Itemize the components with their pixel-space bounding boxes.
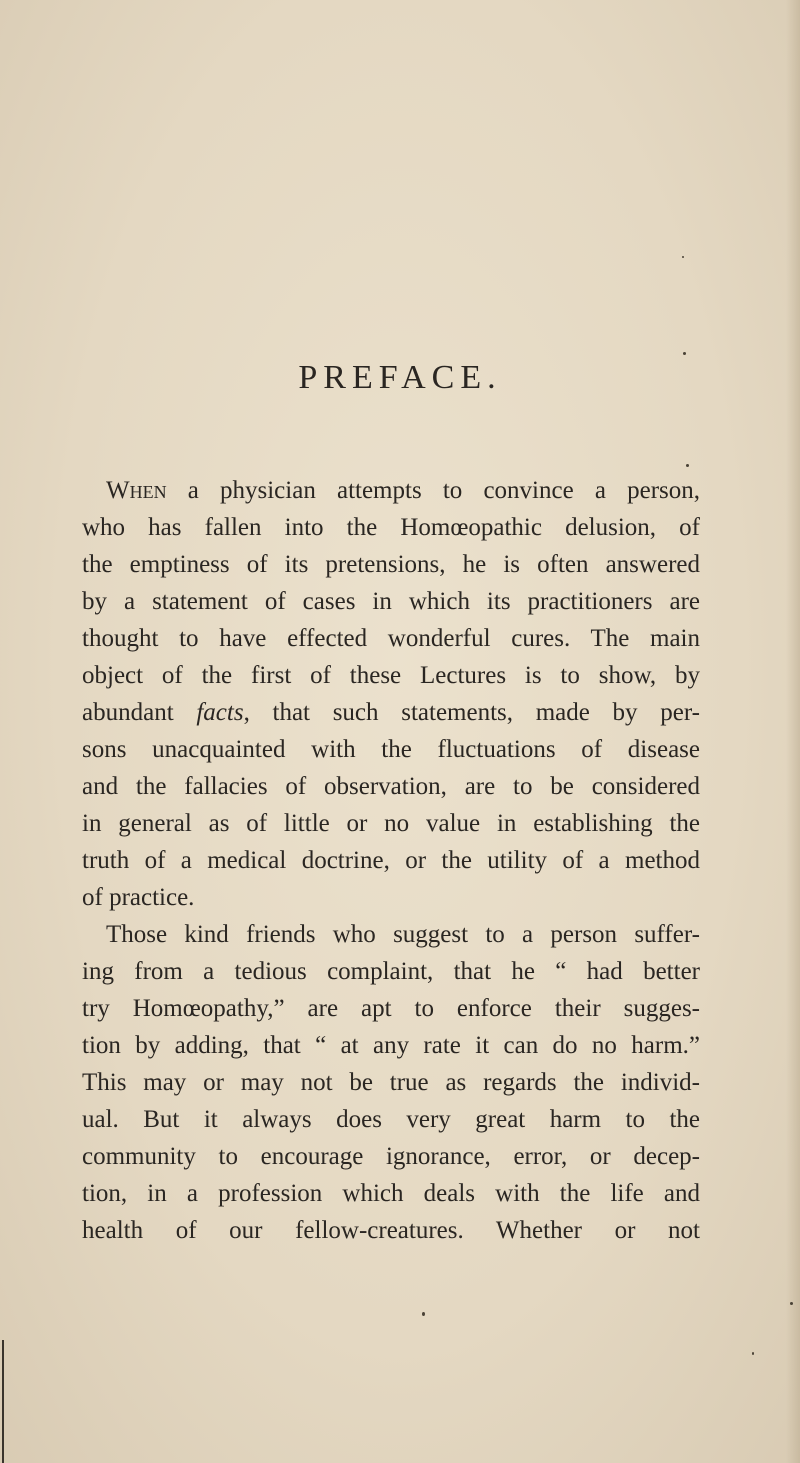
opening-word: When (106, 477, 167, 504)
paper-fleck (683, 352, 686, 355)
paper-fleck (682, 256, 684, 258)
italic-word: facts (196, 699, 244, 726)
text-segment: , that such statements, made by per- (243, 699, 700, 726)
paper-fleck (790, 1302, 793, 1305)
text-line: of practice. (82, 884, 195, 911)
text-line: tion, in a profession which deals with the life and (82, 1180, 700, 1207)
paper-fleck (422, 1312, 425, 1316)
text-line: the emptiness of its pretensions, he is often answered (82, 551, 700, 578)
text-line (82, 472, 700, 509)
text-line: community to encourage ignorance, error, or decep- (82, 1143, 700, 1170)
text-line: thought to have effected wonderful cures. The main (82, 625, 700, 652)
text-line: try Homœopathy,” are apt to enforce their sugges- (82, 995, 700, 1022)
text-line: in general as of little or no value in establishing the (82, 810, 700, 837)
preface-body (82, 472, 700, 1249)
text-line: truth of a medical doctrine, or the utility of a method (82, 847, 700, 874)
page-edge-shadow (786, 0, 800, 1463)
text-segment: a physician attempts to convince a person, (166, 477, 700, 504)
text-line: This may or may not be true as regards the individ- (82, 1069, 700, 1096)
text-line: sons unacquainted with the fluctuations of disease (82, 736, 700, 763)
binding-edge-mark (2, 1340, 4, 1463)
text-line (82, 694, 700, 731)
text-line: Those kind friends who suggest to a person suffer- (106, 921, 700, 948)
text-line: by a statement of cases in which its practitioners are (82, 588, 700, 615)
text-segment: abundant (82, 699, 197, 726)
text-line: health of our fellow-creatures. Whether or not (82, 1217, 700, 1244)
text-line: and the fallacies of observation, are to be considered (82, 773, 700, 800)
text-line: tion by adding, that “ at any rate it can do no harm.” (82, 1032, 700, 1059)
text-line: who has fallen into the Homœopathic delusion, of (82, 514, 700, 541)
text-line: ing from a tedious complaint, that he “ had better (82, 958, 700, 985)
page-title: PREFACE. (298, 359, 502, 396)
paper-fleck (686, 464, 689, 467)
text-line: object of the first of these Lectures is to show, by (82, 662, 700, 689)
text-line: ual. But it always does very great harm to the (82, 1106, 700, 1133)
paper-fleck (752, 1352, 754, 1355)
